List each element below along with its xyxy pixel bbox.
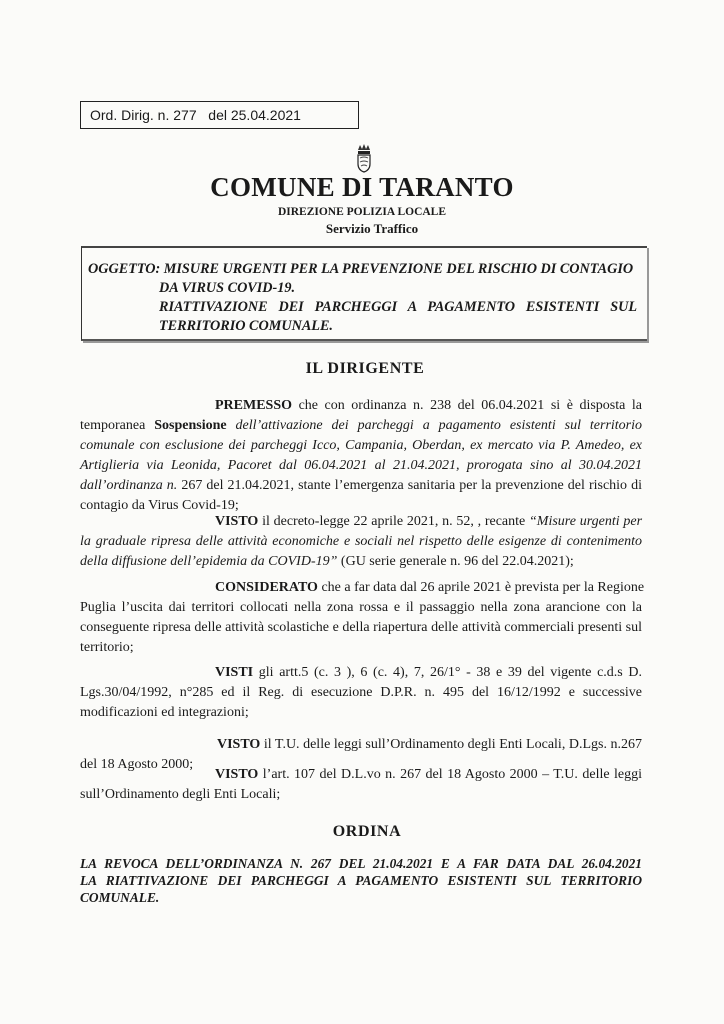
department-name: DIREZIONE POLIZIA LOCALE [277, 206, 447, 218]
municipality-title: COMUNE DI TARANTO [210, 172, 514, 202]
text: LA RIATTIVAZIONE DEI PARCHEGGI A PAGAMENTO ESISTENTI SUL TERRITORIO [80, 873, 642, 888]
ordinance-reference-box [80, 101, 359, 129]
subject-line: TERRITORIO COMUNALE. [159, 318, 333, 334]
text: il T.U. delle leggi sull’Ordinamento degli Enti Locali, D.Lgs. n.267 [263, 737, 643, 752]
keyword: VISTO [217, 737, 261, 752]
visti-paragraph [80, 663, 642, 723]
keyword: VISTO [215, 514, 259, 529]
subject-line: RIATTIVAZIONE DEI PARCHEGGI A PAGAMENTO ESISTENTI SUL [159, 299, 637, 315]
keyword: CONSIDERATO [215, 580, 318, 595]
subject-box [81, 246, 647, 341]
text: temporanea [80, 418, 146, 433]
keyword: Sospensione [154, 418, 227, 433]
subject-line: OGGETTO: MISURE URGENTI PER LA PREVENZIONE DEL RISCHIO DI CONTAGIO [88, 261, 634, 277]
text: Lgs.30/04/1992, n°285 ed il Reg. di esecuzione D.P.R. n. 495 del 16/12/1992 e successive [80, 685, 642, 700]
heading-ordina: ORDINA [332, 823, 402, 840]
service-name: Servizio Traffico [325, 221, 419, 236]
text: COMUNALE. [80, 890, 160, 905]
text: dell’attivazione dei parcheggi a pagamento esistenti sul territorio [235, 418, 643, 433]
heading-il-dirigente: IL DIRIGENTE [305, 360, 425, 377]
text: del 18 Agosto 2000; [80, 757, 194, 772]
text: il decreto-legge 22 aprile 2021, n. 52, , recante [262, 514, 526, 529]
municipal-crest-icon [356, 143, 372, 173]
text: Puglia l’uscita dai territori collocati nella zona rossa e il passaggio nella zona arancione con la [80, 600, 642, 615]
text: gli artt.5 (c. 3 ), 6 (c. 4), 7, 26/1° - 38 e 39 del vigente c.d.s D. [258, 665, 642, 680]
text: contagio da Virus Covid-19; [80, 498, 239, 513]
text: che con ordinanza n. 238 del 06.04.2021 si è disposta la [298, 398, 643, 413]
keyword: VISTI [215, 665, 254, 680]
text: la graduale ripresa delle attività economiche e sociali nel rispetto delle esigenze di contenimento [80, 534, 642, 549]
ord-date: del 25.04.2021 [208, 107, 301, 123]
text: LA REVOCA DELL’ORDINANZA N. 267 DEL 21.04.2021 E A FAR DATA DAL 26.04.2021 [80, 856, 642, 871]
keyword: VISTO [215, 767, 259, 782]
text: che a far data dal 26 aprile 2021 è prevista per la Regione [321, 580, 645, 595]
ord-number: 277 [173, 107, 197, 123]
text: della diffusione dell’epidemia da COVID-19” [80, 554, 338, 569]
text: l’art. 107 del D.L.vo n. 267 del 18 Agosto 2000 – T.U. delle leggi [262, 767, 643, 782]
keyword: PREMESSO [215, 398, 293, 413]
text: 267 del 21.04.2021, stante l’emergenza sanitaria per la prevenzione del rischio di [181, 478, 642, 493]
ordina-text [80, 855, 642, 906]
subject-line: DA VIRUS COVID-19. [159, 280, 295, 296]
ord-label: Ord. Dirig. n. [90, 107, 170, 123]
text: comunale con esclusione dei parcheggi Icco, Campania, Oberdan, ex mercato via P. Amedeo, ex [80, 438, 642, 453]
text: territorio; [80, 640, 134, 655]
text: dall’ordinanza n. [80, 478, 178, 493]
text: sull’Ordinamento degli Enti Locali; [80, 787, 281, 802]
considerato-paragraph [80, 578, 645, 658]
text: modificazioni ed integrazioni; [80, 705, 249, 720]
text: “Misure urgenti per [529, 514, 643, 529]
visto-decreto-paragraph [80, 512, 642, 572]
text: (GU serie generale n. 96 del 22.04.2021); [340, 554, 574, 569]
visto-art107-paragraph [80, 765, 642, 805]
text: Artiglieria via Leonida, Pacoret dal 06.04.2021 al 21.04.2021, prorogata sino al 30.04.2021 [80, 458, 642, 473]
text: conseguente ripresa delle attività scolastiche e della riapertura delle attività commerciali presenti sul [80, 620, 642, 635]
premesso-paragraph [80, 396, 642, 516]
